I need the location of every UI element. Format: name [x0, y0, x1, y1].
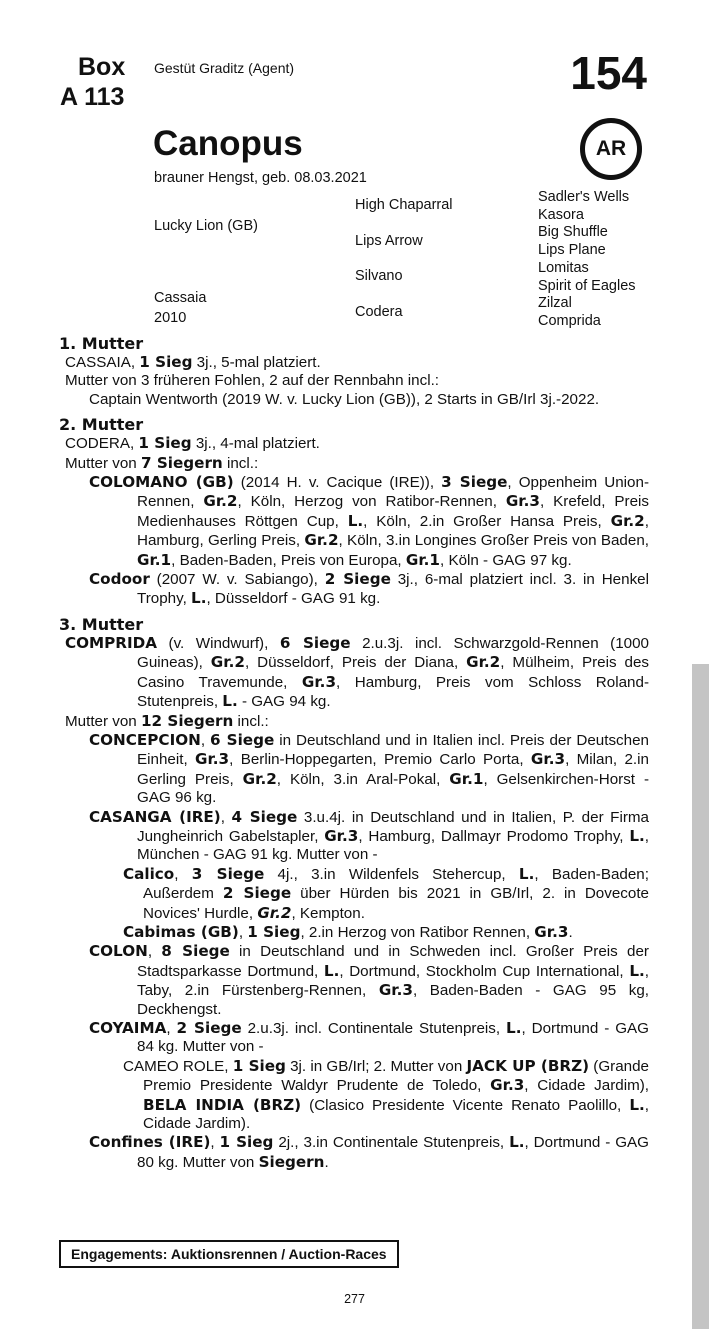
- section-heading: 2. Mutter: [59, 415, 144, 435]
- horse-description: brauner Hengst, geb. 08.03.2021: [154, 170, 367, 186]
- produce-entry: COYAIMA, 2 Siege 2.u.3j. incl. Continentale Stutenpreis, L., Dortmund - GAG 84 kg. Mutter von -: [89, 1019, 649, 1056]
- pedigree-gen3-item: Big Shuffle: [538, 224, 608, 241]
- section-heading: 3. Mutter: [59, 614, 144, 634]
- produce-entry: CAMEO ROLE, 1 Sieg 3j. in GB/Irl; 2. Mutter von JACK UP (BRZ) (Grande Premio Presidente Waldyr Prudente de Toledo, Gr.3, Cidade Jardim), BELA INDIA (BRZ) (Clasico Presidente Vicente Renato Paolillo, L., Cidade Jardim).: [123, 1056, 649, 1133]
- pedigree-gen3-item: Spirit of Eagles: [538, 277, 636, 294]
- produce-entry: Calico, 3 Siege 4j., 3.in Wildenfels Stehercup, L., Baden-Baden; Außerdem 2 Siege über Hürden bis 2021 in GB/Irl, 2. in Dovecote Novices' Hurdle, Gr.2, Kempton.: [123, 864, 649, 922]
- pedigree-gen3-item: Comprida: [538, 312, 601, 329]
- section-heading: 1. Mutter: [59, 334, 144, 353]
- produce-summary: Mutter von 3 früheren Fohlen, 2 auf der Rennbahn incl.:: [65, 372, 440, 390]
- pedigree-gen3: [538, 189, 636, 331]
- produce-entry: CASANGA (IRE), 4 Siege 3.u.4j. in Deutschland und in Italien, P. der Firma Jungheinrich Gabelstapler, Gr.3, Hamburg, Dallmayr Prodomo Trophy, L., München - GAG 91 kg. Mutter von -: [89, 807, 649, 864]
- produce-entry: Confines (IRE), 1 Sieg 2j., 3.in Continentale Stutenpreis, L., Dortmund - GAG 80 kg. Mutter von Siegern.: [89, 1133, 649, 1171]
- dam-record: CODERA, 1 Sieg 3j., 4-mal platziert.: [65, 434, 320, 453]
- dam-record: COMPRIDA (v. Windwurf), 6 Siege 2.u.3j. incl. Schwarzgold-Rennen (1000 Guineas), Gr.2, Düsseldorf, Preis der Diana, Gr.2, Mülheim, Preis des Casino Travemunde, Gr.3, Hamburg, Preis vom Schloss Roland-Stutenpreis, L. - GAG 94 kg.: [65, 633, 649, 711]
- section-mutter-2: [59, 415, 649, 609]
- horse-name: Canopus: [153, 124, 303, 163]
- pedigree-gen3-item: Kasora: [538, 206, 584, 223]
- pedigree-gen3-item: Lomitas: [538, 259, 589, 276]
- produce-entry: Codoor (2007 W. v. Sabiango), 2 Siege 3j., 6-mal platziert incl. 3. in Henkel Trophy, L., Düsseldorf - GAG 91 kg.: [89, 570, 649, 608]
- pedigree-gen3-item: Sadler's Wells: [538, 189, 630, 205]
- pedigree-gen3-item: Lips Plane: [538, 242, 606, 259]
- dam-record: CASSAIA, 1 Sieg 3j., 5-mal platziert.: [65, 353, 321, 371]
- produce-entry: COLOMANO (GB) (2014 H. v. Cacique (IRE)), 3 Siege, Oppenheim Union-Rennen, Gr.2, Köln, Herzog von Ratibor-Rennen, Gr.3, Krefeld, Preis Medienhauses Röttgen Cup, L., Köln, 2.in Großer Hansa Preis, Gr.2, Hamburg, Gerling Preis, Gr.2, Köln, 3.in Longines Großer Preis von Baden, Gr.1, Baden-Baden, Preis von Europa, Gr.1, Köln - GAG 97 kg.: [89, 473, 650, 569]
- lot-number: 154: [570, 47, 647, 99]
- pedigree-gen2: High Chaparral: [355, 197, 453, 213]
- box-word: Box: [78, 53, 126, 81]
- ar-badge: AR: [580, 118, 642, 180]
- pedigree-gen2: Silvano: [355, 268, 403, 284]
- female-family: [59, 334, 649, 1178]
- page-number: 277: [344, 1292, 365, 1306]
- produce-entry: CONCEPCION, 6 Siege in Deutschland und in Italien incl. Preis der Deutschen Einheit, Gr.3, Berlin-Hoppegarten, Premio Carlo Porta, Gr.3, Milan, 2.in Gerling Preis, Gr.2, Köln, 3.in Aral-Pokal, Gr.1, Gelsenkirchen-Horst - GAG 96 kg.: [89, 730, 650, 807]
- pedigree-gen2: Lips Arrow: [355, 233, 423, 249]
- produce-entry: Captain Wentworth (2019 W. v. Lucky Lion (GB)), 2 Starts in GB/Irl 3j.-2022.: [89, 390, 600, 408]
- agent-name: Gestüt Graditz (Agent): [154, 60, 295, 76]
- box-label: [60, 52, 126, 112]
- box-number: A 113: [60, 83, 125, 111]
- section-mutter-1: [59, 334, 649, 409]
- scrollbar[interactable]: [692, 664, 709, 1329]
- produce-entry: COLON, 8 Siege in Deutschland und in Schweden incl. Großer Preis der Stadtsparkasse Dortmund, L., Dortmund, Stockholm Cup International, L., Taby, 2.in Fürstenberg-Rennen, Gr.3, Baden-Baden - GAG 95 kg, Deckhengst.: [89, 942, 649, 1018]
- pedigree-sire: Lucky Lion (GB): [154, 218, 258, 234]
- pedigree-gen2: Codera: [355, 304, 403, 320]
- pedigree-dam-year: 2010: [154, 310, 187, 326]
- pedigree-dam: Cassaia: [154, 290, 207, 306]
- produce-summary: Mutter von 7 Siegern incl.:: [65, 453, 259, 472]
- engagements-box: Engagements: Auktionsrennen / Auction-Races: [59, 1240, 399, 1268]
- pedigree-gen3-item: Zilzal: [538, 295, 572, 312]
- produce-entry: Cabimas (GB), 1 Sieg, 2.in Herzog von Ratibor Rennen, Gr.3.: [123, 922, 573, 941]
- produce-summary: Mutter von 12 Siegern incl.:: [65, 711, 269, 730]
- section-mutter-3: [59, 615, 649, 1172]
